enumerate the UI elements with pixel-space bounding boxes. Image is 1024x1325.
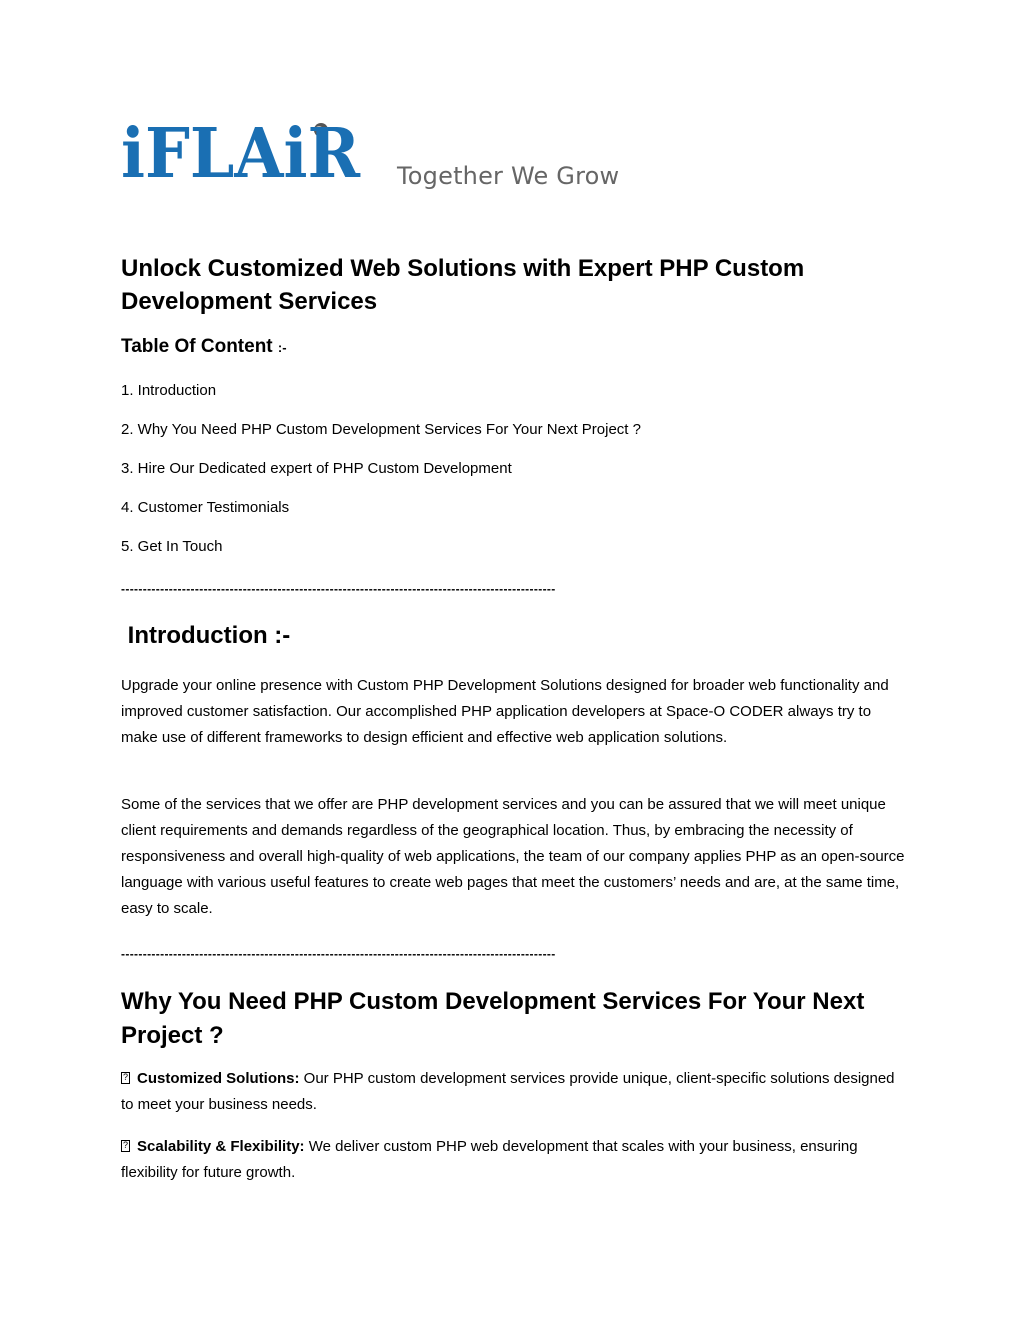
toc-heading-text: Table Of Content (121, 336, 273, 357)
introduction-paragraph: Some of the services that we offer are PHP development services and you can be assured that we will meet unique client requirements and demands regardless of the geographical location. Thus, by embracing the necessity of responsiveness and overall high-quality of web applications, the team of our company applies PHP as an open-source language with various useful features to create web pages that meet the customers’ needs and are, at the same time, easy to scale. (121, 796, 905, 917)
logo-wordmark: iFLAiR (121, 114, 361, 194)
toc-item-why-php[interactable]: 2. Why You Need PHP Custom Development Services For Your Next Project ? (121, 421, 641, 438)
page-title: Unlock Customized Web Solutions with Expert PHP Custom Development Services (121, 255, 805, 315)
bullet-icon (121, 1140, 130, 1152)
why-heading: Why You Need PHP Custom Development Services For Your Next Project ? (121, 988, 865, 1049)
bullet-icon (121, 1072, 130, 1084)
toc-heading (121, 336, 287, 358)
toc-item-get-in-touch[interactable]: 5. Get In Touch (121, 538, 223, 555)
toc-item-hire-expert[interactable]: 3. Hire Our Dedicated expert of PHP Custom Development (121, 460, 512, 477)
bullet-item (121, 1134, 911, 1186)
section-divider: ---------------------------------------------------------------------------------------------------- (121, 947, 556, 961)
bullet-label: Scalability & Flexibility: (137, 1138, 305, 1155)
introduction-heading: Introduction :- (121, 622, 291, 649)
logo-tagline: Together We Grow (397, 162, 620, 190)
bullet-label: Customized Solutions: (137, 1070, 300, 1087)
toc-item-introduction[interactable]: 1. Introduction (121, 382, 217, 399)
bullet-text: We deliver custom PHP web development that scales with your business, ensuring flexibility for future growth. (121, 1138, 858, 1181)
introduction-paragraph: Upgrade your online presence with Custom PHP Development Solutions designed for broader web functionality and improved customer satisfaction. Our accomplished PHP application developers at Space-O CODER always try to make use of different frameworks to design efficient and effective web application solutions. (121, 677, 889, 746)
toc-heading-suffix: :- (277, 340, 287, 355)
bullet-text: Our PHP custom development services provide unique, client-specific solutions designed to meet your business needs. (121, 1070, 895, 1113)
toc-item-testimonials[interactable]: 4. Customer Testimonials (121, 499, 290, 516)
section-divider: ---------------------------------------------------------------------------------------------------- (121, 582, 556, 596)
company-logo (121, 114, 641, 198)
bullet-item (121, 1066, 911, 1118)
